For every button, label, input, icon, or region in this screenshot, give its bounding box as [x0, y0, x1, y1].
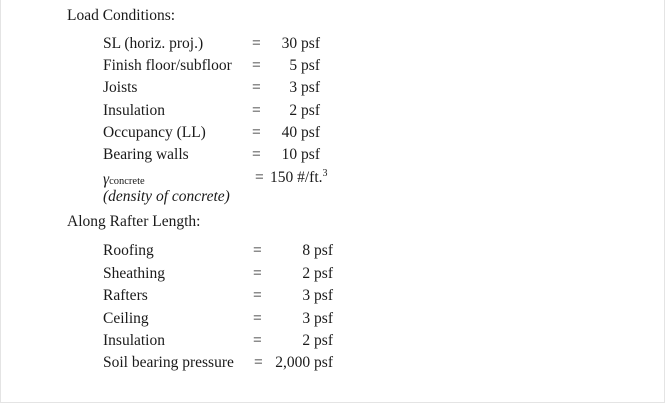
- rafter-label: Soil bearing pressure: [103, 354, 234, 371]
- load-label: Bearing walls: [103, 146, 189, 163]
- load-value: 10 psf: [281, 146, 320, 163]
- load-value: 30 psf: [281, 35, 320, 52]
- rafter-length-heading: Along Rafter Length:: [67, 213, 201, 230]
- load-conditions-heading: Load Conditions:: [67, 7, 176, 24]
- equals-sign: =: [253, 310, 262, 327]
- load-value: 5 psf: [289, 57, 320, 74]
- rafter-value: 3 psf: [302, 287, 333, 304]
- equals-sign: =: [255, 169, 264, 186]
- equals-sign: =: [252, 57, 261, 74]
- load-label: Finish floor/subfloor: [103, 57, 232, 74]
- rafter-label: Roofing: [103, 242, 154, 259]
- equals-sign: =: [252, 79, 261, 96]
- concrete-density-value: 150 #/ft.$^3$: [270, 167, 328, 186]
- rafter-value: 8 psf: [302, 242, 333, 259]
- rafter-value: 2,000 psf: [275, 354, 333, 371]
- load-label: SL (horiz. proj.): [103, 35, 204, 52]
- load-value: 2 psf: [289, 102, 320, 119]
- equals-sign: =: [252, 146, 261, 163]
- equals-sign: =: [253, 287, 262, 304]
- rafter-label: Insulation: [103, 332, 165, 349]
- load-label: Joists: [103, 79, 138, 96]
- equals-sign: =: [254, 354, 263, 371]
- rafter-value: 3 psf: [302, 310, 333, 327]
- rafter-value: 2 psf: [302, 265, 333, 282]
- density-note: (density of concrete): [103, 188, 230, 205]
- load-label: Occupancy (LL): [103, 124, 206, 141]
- load-value: 3 psf: [289, 79, 320, 96]
- equals-sign: =: [253, 332, 262, 349]
- rafter-label: Ceiling: [103, 310, 149, 327]
- load-value: 40 psf: [281, 124, 320, 141]
- rafter-label: Sheathing: [103, 265, 165, 282]
- gamma-concrete-symbol: γconcrete: [103, 171, 145, 188]
- rafter-label: Rafters: [103, 287, 148, 304]
- load-label: Insulation: [103, 102, 165, 119]
- equals-sign: =: [253, 242, 262, 259]
- equals-sign: =: [253, 265, 262, 282]
- equals-sign: =: [252, 124, 261, 141]
- rafter-value: 2 psf: [302, 332, 333, 349]
- equals-sign: =: [252, 102, 261, 119]
- equals-sign: =: [252, 35, 261, 52]
